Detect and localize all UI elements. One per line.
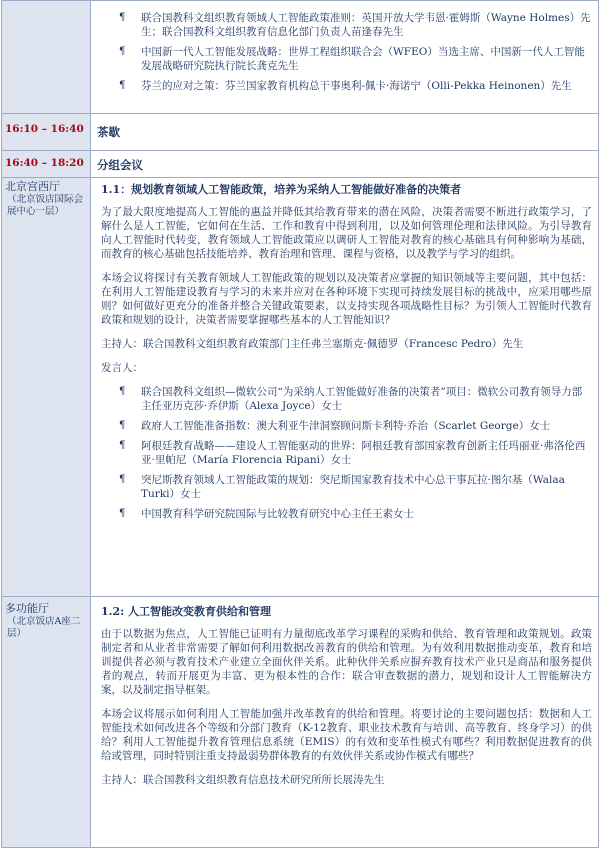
time-label: 16:40 – 18:20 bbox=[5, 157, 84, 169]
bullet-icon: ¶ bbox=[119, 80, 126, 91]
speaker-item: ¶ 突尼斯教育领域人工智能政策的规划：突尼斯国家教育技术中心总干事瓦拉·图尔基（Walaa Turki）女士 bbox=[101, 473, 592, 501]
time-cell-empty bbox=[2, 1, 91, 114]
agenda-row-continuation bbox=[2, 1, 599, 114]
venue-sub: （北京饭店国际会展中心一层） bbox=[7, 194, 84, 217]
time-cell bbox=[2, 114, 91, 151]
venue-label: 多功能厅 （北京饭店A座二层） bbox=[2, 597, 90, 642]
breakout-title: 分组会议 bbox=[97, 158, 143, 172]
content-cell bbox=[91, 114, 599, 151]
list-item: ¶ 芬兰的应对之策：芬兰国家教育机构总干事奥利-佩卡·海诺宁（Olli-Pekka Heinonen）先生 bbox=[101, 79, 592, 93]
speakers-label: 发言人： bbox=[101, 362, 143, 374]
chair-line: 主持人：联合国教科文组织教育信息技术研究所所长展涛先生 bbox=[101, 774, 385, 786]
paragraph: 为了最大限度地提高人工智能的惠益并降低其给教育带来的潜在风险，决策者需要不断进行政策学习，了解什么是人工智能，它如何在生活、工作和教育中得到利用，以及如何管理伦理和法律风险。为引导教育向人工智能时代转变，教育领域人工智能政策应以调研人工智能对教育的核心基础具有何种影响为基础，而教育的核心基础包括技能培养、教育治理和管理、课程与资格，以及教学与学习的组织。 bbox=[101, 206, 592, 260]
chair-line: 主持人：联合国教科文组织教育政策部门主任弗兰塞斯克·佩德罗（Francesc Pedro）先生 bbox=[101, 338, 524, 350]
list-item: ¶ 中国新一代人工智能发展战略：世界工程组织联合会（WFEO）当选主席、中国新一代人工智能发展战略研究院执行院长龚克先生 bbox=[101, 45, 592, 73]
paragraph: 由于以数据为焦点，人工智能已证明有力量彻底改革学习课程的采购和供给、教育管理和政策规划。政策制定者和从业者非常需要了解如何利用数据改善教育的供给和管理。为有效利用数据推动变革，教育和培训提供者必须与教育技术产业建立全面伙伴关系。此种伙伴关系应摒弃教育技术产业只是商品和服务提供者的观点，转而开展更为丰富、更为根本性的合作：联合审查数据的潜力，规划和设计人工智能解决方案，以及制定指导框架。 bbox=[101, 628, 592, 696]
speaker-item: ¶ 中国教育科学研究院国际与比较教育研究中心主任王素女士 bbox=[101, 507, 592, 521]
session-title: 1.1：规划教育领域人工智能政策，培养为采纳人工智能做好准备的决策者 bbox=[101, 183, 462, 196]
paragraph: 本场会议将探讨有关教育领域人工智能政策的规划以及决策者应掌握的知识领域等主要问题，其中包括：在利用人工智能建设教育与学习的未来并应对在各种环境下实现可持续发展目标的挑战中，应采用哪些原则？如何做好更充分的准备并整合关键政策要素，以支持实现各项战略性目标？为引领人工智能时代教育政策和规划的设计，决策者需要掌握哪些基本的人工智能知识？ bbox=[101, 272, 592, 326]
bullet-icon: ¶ bbox=[119, 46, 126, 57]
content-cell bbox=[91, 597, 599, 848]
venue-label: 北京宫西厅 （北京饭店国际会展中心一层） bbox=[2, 178, 90, 220]
time-label: 16:10 – 16:40 bbox=[5, 123, 84, 135]
agenda-row-break bbox=[2, 114, 599, 151]
break-title: 茶歇 bbox=[97, 125, 120, 139]
speaker-item: ¶ 阿根廷教育战略——建设人工智能驱动的世界：阿根廷教育部国家教育创新主任玛丽亚·弗洛伦西亚·里帕尼（María Florencia Ripani）女士 bbox=[101, 439, 592, 467]
venue-cell bbox=[2, 597, 91, 848]
agenda-row-breakout bbox=[2, 151, 599, 178]
bullet-icon: ¶ bbox=[119, 440, 126, 451]
content-cell bbox=[91, 151, 599, 178]
bullet-icon: ¶ bbox=[119, 508, 126, 519]
paragraph: 本场会议将展示如何利用人工智能加强并改革教育的供给和管理。将要讨论的主要问题包括：数据和人工智能技术如何改进各个等级和分部门教育（K-12教育、职业技术教育与培训、高等教育、终身学习）的供给？利用人工智能提升教育管理信息系统（EMIS）的有效和变革性模式有哪些？利用数据促进教育的供给或管理，同时特别注重支持最弱势群体教育的有效伙伴关系或协作模式有哪些？ bbox=[101, 708, 592, 762]
session-title: 1.2: 人工智能改变教育供给和管理 bbox=[101, 605, 272, 618]
bullet-icon: ¶ bbox=[119, 12, 126, 23]
agenda-table bbox=[1, 0, 599, 848]
venue-sub: （北京饭店A座二层） bbox=[7, 616, 81, 639]
content-cell bbox=[91, 1, 599, 114]
venue-cell bbox=[2, 178, 91, 597]
agenda-row-session-1-1 bbox=[2, 178, 599, 597]
bullet-icon: ¶ bbox=[119, 420, 126, 431]
speaker-item: ¶ 政府人工智能准备指数：澳大利亚牛津洞察顾问斯卡利特·乔治（Scarlet George）女士 bbox=[101, 419, 592, 433]
agenda-row-session-1-2 bbox=[2, 597, 599, 848]
time-cell bbox=[2, 151, 91, 178]
list-item: ¶ 联合国教科文组织教育领域人工智能政策准则：英国开放大学韦恩·霍姆斯（Wayne Holmes）先生；联合国教科文组织教育信息化部门负责人苗逢春先生 bbox=[101, 11, 592, 39]
bullet-icon: ¶ bbox=[119, 474, 126, 485]
speaker-item: ¶ 联合国教科文组织—微软公司“为采纳人工智能做好准备的决策者”项目：微软公司教育领导力部主任亚历克莎·乔伊斯（Alexa Joyce）女士 bbox=[101, 385, 592, 413]
bullet-icon: ¶ bbox=[119, 386, 126, 397]
content-cell bbox=[91, 178, 599, 597]
